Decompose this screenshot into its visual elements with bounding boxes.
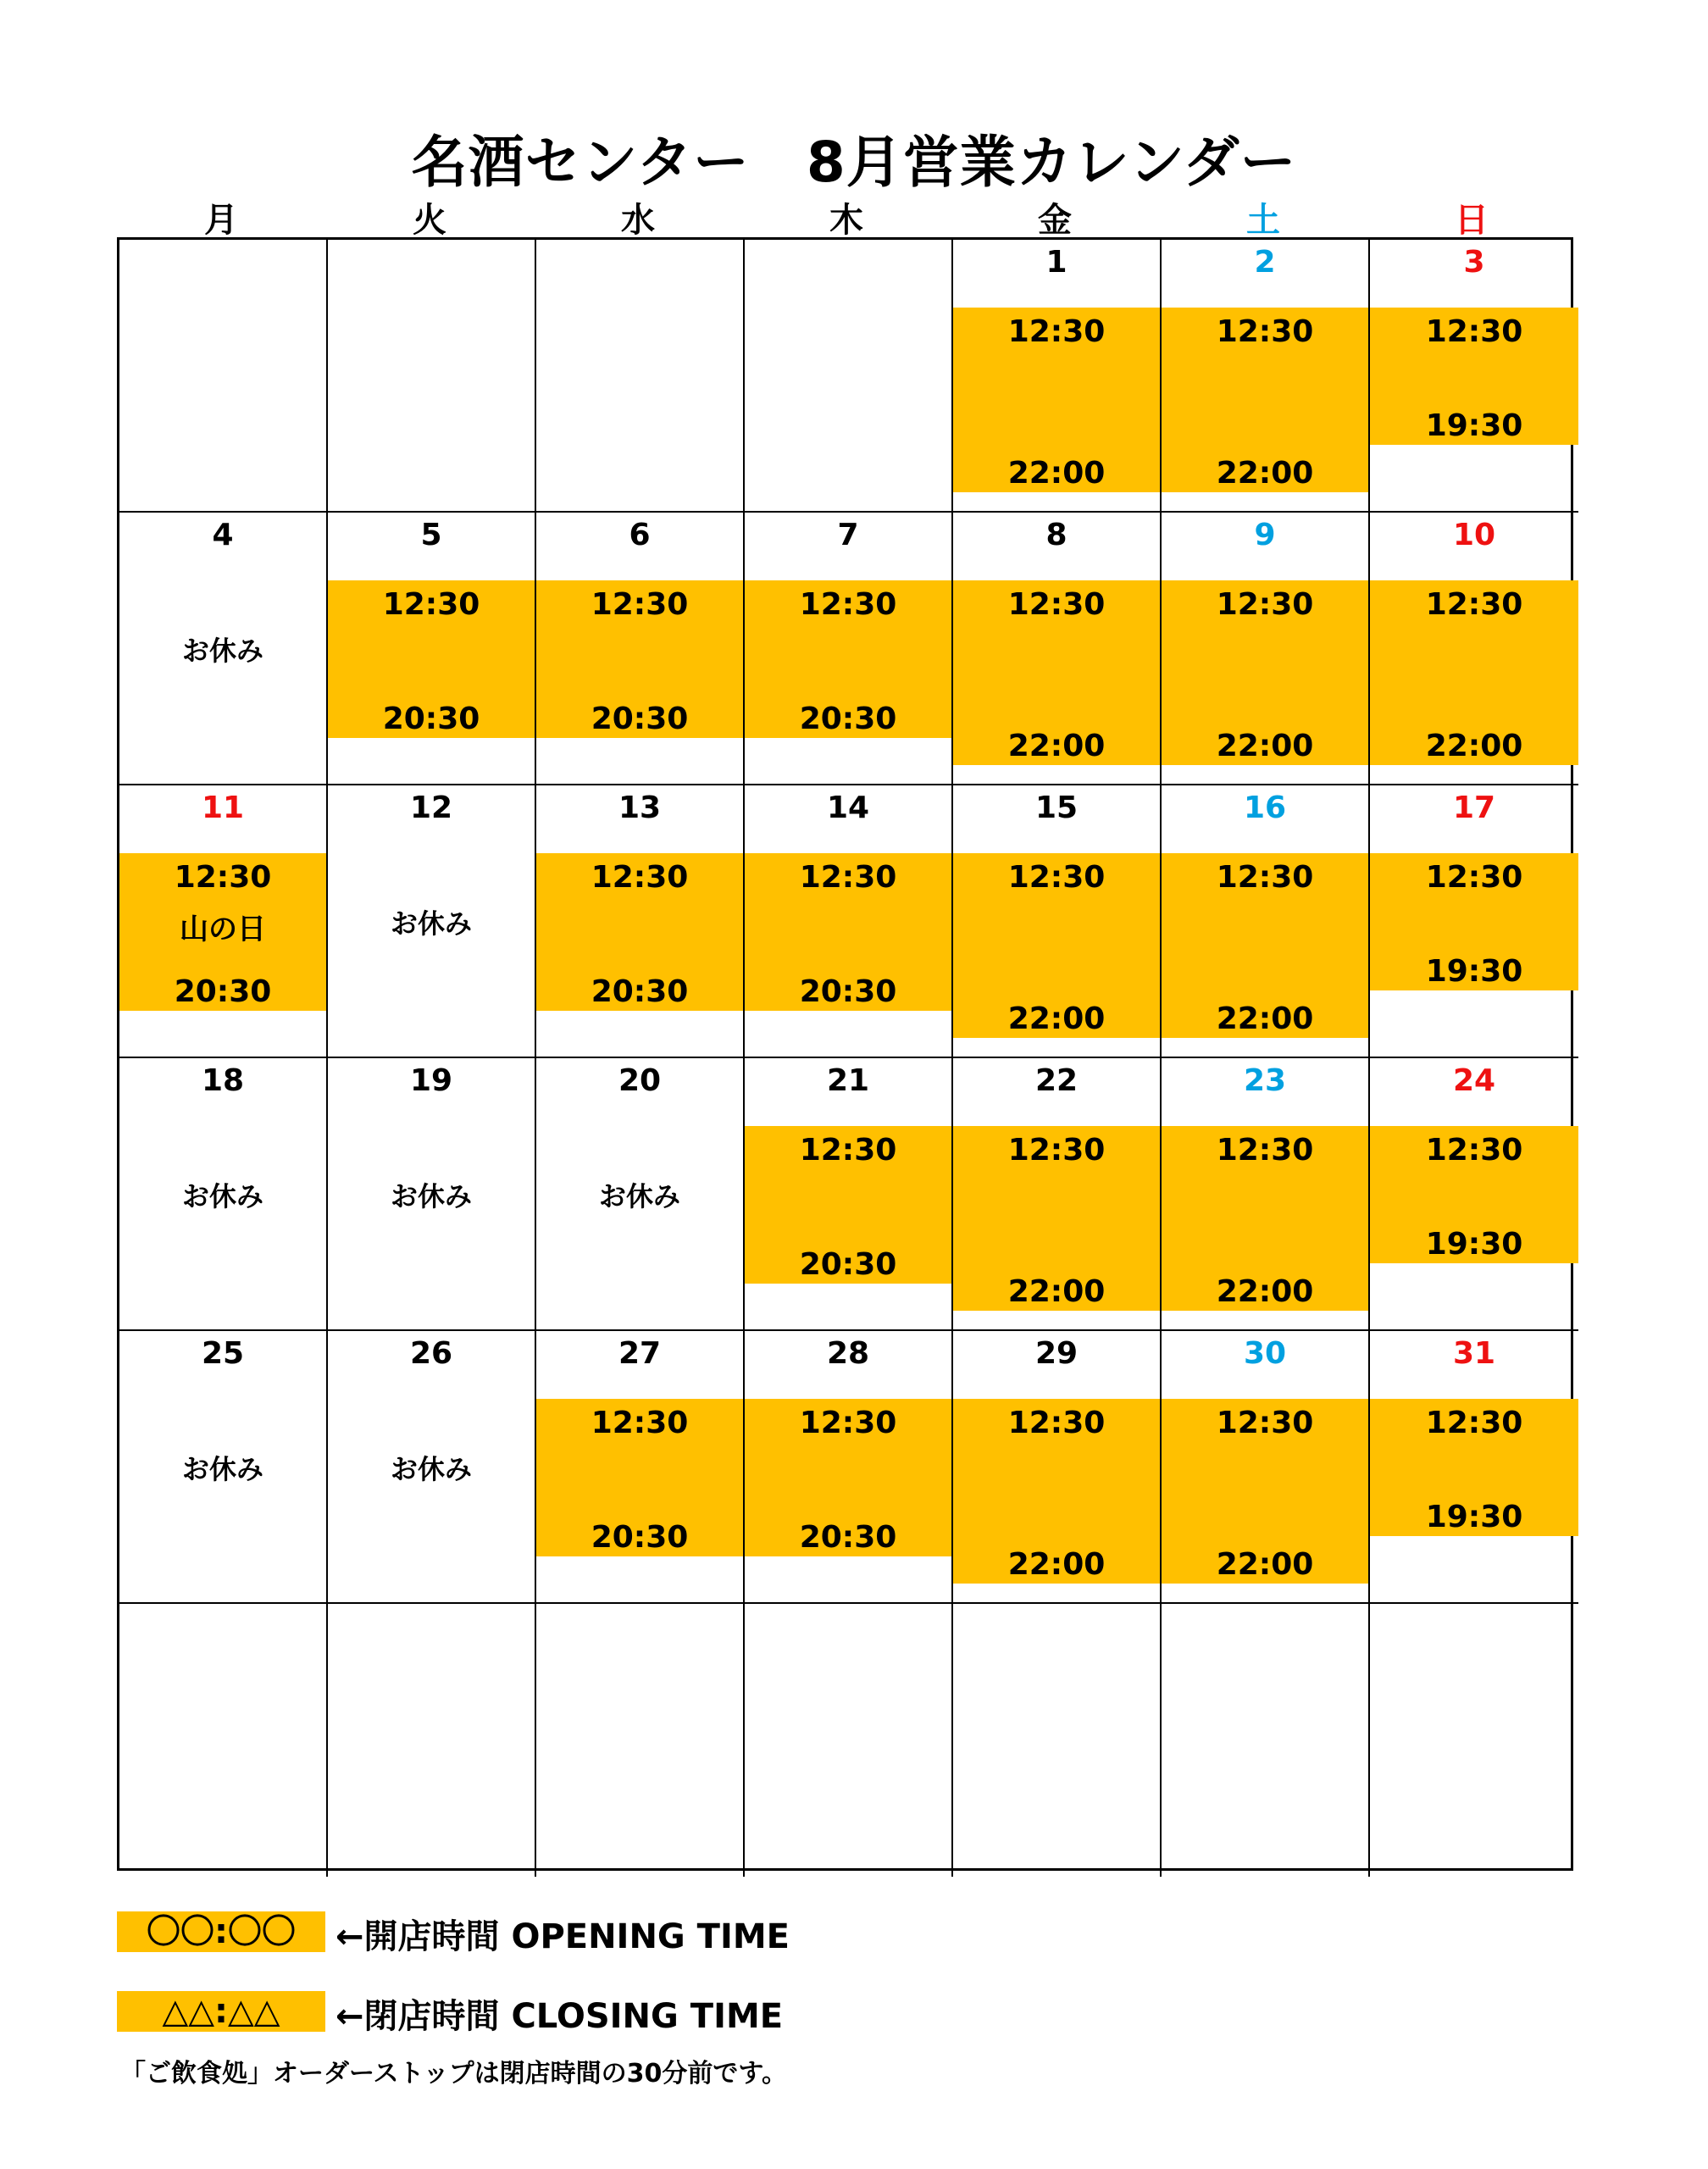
business-hours-block xyxy=(745,853,951,1011)
date-number: 15 xyxy=(1034,790,1079,825)
closing-time: 22:00 xyxy=(1425,729,1523,763)
calendar-grid xyxy=(117,237,1573,1871)
date-number: 13 xyxy=(618,790,662,825)
closing-time: 22:00 xyxy=(1216,1547,1314,1582)
date-number: 2 xyxy=(1254,245,1276,280)
business-hours-block xyxy=(953,853,1160,1038)
date-number: 28 xyxy=(826,1336,870,1371)
opening-time: 12:30 xyxy=(1216,1133,1314,1168)
closed-day-label: お休み xyxy=(181,1453,263,1485)
weekday-label: 水 xyxy=(621,201,655,240)
opening-time: 12:30 xyxy=(1425,1133,1523,1168)
closing-time: 20:30 xyxy=(799,974,897,1009)
calendar-empty-cell xyxy=(1370,1604,1578,1877)
calendar-day-cell xyxy=(953,513,1162,785)
closing-time: 22:00 xyxy=(1007,729,1106,763)
calendar-day-cell xyxy=(1162,785,1370,1058)
opening-time: 12:30 xyxy=(174,860,272,895)
calendar-day-cell xyxy=(953,240,1162,513)
opening-time: 12:30 xyxy=(799,1133,897,1168)
calendar-empty-cell xyxy=(1162,1604,1370,1877)
weekday-label: 日 xyxy=(1455,201,1489,240)
date-number: 5 xyxy=(420,518,442,552)
calendar-day-cell xyxy=(745,1331,953,1604)
date-number: 30 xyxy=(1243,1336,1287,1371)
date-number: 20 xyxy=(618,1063,662,1098)
calendar-empty-cell xyxy=(328,1604,536,1877)
calendar-day-cell xyxy=(119,785,328,1058)
closing-time: 19:30 xyxy=(1425,954,1523,989)
closing-time: 22:00 xyxy=(1216,456,1314,491)
business-hours-block xyxy=(745,1126,951,1284)
holiday-name: 山の日 xyxy=(180,913,266,946)
opening-time: 12:30 xyxy=(1216,587,1314,622)
calendar-day-cell xyxy=(1370,1331,1578,1604)
calendar-empty-cell xyxy=(745,240,953,513)
closed-day-label: お休み xyxy=(390,1453,472,1485)
closing-time: 20:30 xyxy=(174,974,272,1009)
closing-time: 22:00 xyxy=(1007,1274,1106,1309)
calendar-day-cell xyxy=(536,513,745,785)
business-hours-block xyxy=(1162,1126,1368,1311)
calendar-empty-cell xyxy=(953,1604,1162,1877)
opening-time: 12:30 xyxy=(799,587,897,622)
calendar-empty-cell xyxy=(328,240,536,513)
business-hours-block xyxy=(1162,1399,1368,1584)
calendar-day-cell xyxy=(1162,513,1370,785)
opening-time: 12:30 xyxy=(591,1406,689,1440)
calendar-empty-cell xyxy=(536,240,745,513)
closing-time: 19:30 xyxy=(1425,408,1523,443)
calendar-title: 名酒センター 8月営業カレンダー xyxy=(411,130,1297,195)
calendar-day-cell xyxy=(1370,785,1578,1058)
opening-time: 12:30 xyxy=(1007,1406,1106,1440)
business-hours-block xyxy=(1370,1399,1578,1536)
weekday-label: 月 xyxy=(204,201,238,240)
business-hours-block xyxy=(1370,580,1578,765)
calendar-day-cell xyxy=(328,1331,536,1604)
calendar-day-cell xyxy=(1370,513,1578,785)
date-number: 31 xyxy=(1452,1336,1496,1371)
calendar-day-cell xyxy=(119,513,328,785)
date-number: 26 xyxy=(409,1336,453,1371)
opening-time: 12:30 xyxy=(1216,314,1314,349)
business-hours-block xyxy=(1162,853,1368,1038)
date-number: 29 xyxy=(1034,1336,1079,1371)
date-number: 6 xyxy=(629,518,651,552)
calendar-day-cell xyxy=(1370,1058,1578,1331)
date-number: 3 xyxy=(1463,245,1485,280)
date-number: 18 xyxy=(201,1063,245,1098)
opening-time: 12:30 xyxy=(1425,1406,1523,1440)
opening-time: 12:30 xyxy=(1007,314,1106,349)
date-number: 10 xyxy=(1452,518,1496,552)
closing-time: 19:30 xyxy=(1425,1227,1523,1262)
closed-day-label: お休み xyxy=(181,635,263,667)
weekday-label: 金 xyxy=(1038,201,1072,240)
date-number: 22 xyxy=(1034,1063,1079,1098)
business-hours-block xyxy=(745,580,951,738)
business-hours-block xyxy=(953,1126,1160,1311)
closing-time: 20:30 xyxy=(591,702,689,736)
closing-time: 20:30 xyxy=(591,974,689,1009)
opening-time: 12:30 xyxy=(1425,587,1523,622)
date-number: 12 xyxy=(409,790,453,825)
closing-time: 22:00 xyxy=(1007,1547,1106,1582)
date-number: 23 xyxy=(1243,1063,1287,1098)
closed-day-label: お休み xyxy=(598,1180,680,1212)
legend-open-sample: 〇〇:〇〇 xyxy=(117,1911,325,1952)
calendar-day-cell xyxy=(119,1058,328,1331)
closing-time: 20:30 xyxy=(382,702,480,736)
date-number: 9 xyxy=(1254,518,1276,552)
closing-time: 22:00 xyxy=(1216,729,1314,763)
opening-time: 12:30 xyxy=(1007,587,1106,622)
business-hours-block xyxy=(536,580,743,738)
calendar-day-cell xyxy=(536,1331,745,1604)
calendar-day-cell xyxy=(1370,240,1578,513)
business-hours-block xyxy=(1162,580,1368,765)
closing-time: 20:30 xyxy=(799,702,897,736)
date-number: 16 xyxy=(1243,790,1287,825)
legend-open-label: ←開店時間 OPENING TIME xyxy=(336,1917,790,1956)
date-number: 8 xyxy=(1045,518,1068,552)
closing-time: 22:00 xyxy=(1007,456,1106,491)
weekday-label: 土 xyxy=(1246,201,1280,240)
date-number: 14 xyxy=(826,790,870,825)
calendar-day-cell xyxy=(745,1058,953,1331)
business-hours-block xyxy=(1370,308,1578,445)
business-hours-block xyxy=(1370,853,1578,990)
opening-time: 12:30 xyxy=(799,1406,897,1440)
business-hours-block xyxy=(953,1399,1160,1584)
opening-time: 12:30 xyxy=(591,860,689,895)
calendar-day-cell xyxy=(328,785,536,1058)
closing-time: 19:30 xyxy=(1425,1500,1523,1534)
calendar-day-cell xyxy=(536,1058,745,1331)
calendar-day-cell xyxy=(953,1058,1162,1331)
legend-close-sample: △△:△△ xyxy=(117,1991,325,2032)
closed-day-label: お休み xyxy=(390,907,472,940)
opening-time: 12:30 xyxy=(382,587,480,622)
calendar-day-cell xyxy=(119,1331,328,1604)
closed-day-label: お休み xyxy=(181,1180,263,1212)
closing-time: 22:00 xyxy=(1216,1001,1314,1036)
date-number: 24 xyxy=(1452,1063,1496,1098)
opening-time: 12:30 xyxy=(1007,860,1106,895)
closing-time: 22:00 xyxy=(1007,1001,1106,1036)
closing-time: 20:30 xyxy=(799,1247,897,1282)
opening-time: 12:30 xyxy=(1425,314,1523,349)
calendar-day-cell xyxy=(953,1331,1162,1604)
calendar-empty-cell xyxy=(536,1604,745,1877)
date-number: 7 xyxy=(837,518,859,552)
weekday-label: 木 xyxy=(829,201,863,240)
date-number: 1 xyxy=(1045,245,1068,280)
calendar-day-cell xyxy=(536,785,745,1058)
business-hours-block xyxy=(953,580,1160,765)
closed-day-label: お休み xyxy=(390,1180,472,1212)
calendar-day-cell xyxy=(1162,1058,1370,1331)
opening-time: 12:30 xyxy=(1216,860,1314,895)
date-number: 21 xyxy=(826,1063,870,1098)
calendar-day-cell xyxy=(1162,1331,1370,1604)
calendar-empty-cell xyxy=(119,240,328,513)
calendar-day-cell xyxy=(745,785,953,1058)
order-stop-note: 「ご飲食処」オーダーストップは閉店時間の30分前です。 xyxy=(120,2059,787,2089)
business-hours-block xyxy=(536,853,743,1011)
calendar-day-cell xyxy=(328,1058,536,1331)
calendar-day-cell xyxy=(1162,240,1370,513)
business-hours-block xyxy=(536,1399,743,1556)
opening-time: 12:30 xyxy=(799,860,897,895)
business-hours-block xyxy=(1162,308,1368,492)
calendar-day-cell xyxy=(745,513,953,785)
calendar-empty-cell xyxy=(119,1604,328,1877)
date-number: 4 xyxy=(212,518,234,552)
closing-time: 22:00 xyxy=(1216,1274,1314,1309)
opening-time: 12:30 xyxy=(1216,1406,1314,1440)
opening-time: 12:30 xyxy=(1007,1133,1106,1168)
business-hours-block xyxy=(119,853,326,1011)
opening-time: 12:30 xyxy=(1425,860,1523,895)
calendar-day-cell xyxy=(953,785,1162,1058)
calendar-empty-cell xyxy=(745,1604,953,1877)
business-hours-block xyxy=(745,1399,951,1556)
weekday-label: 火 xyxy=(413,201,446,240)
business-hours-block xyxy=(328,580,535,738)
closing-time: 20:30 xyxy=(591,1520,689,1555)
closing-time: 20:30 xyxy=(799,1520,897,1555)
business-hours-block xyxy=(1370,1126,1578,1263)
date-number: 17 xyxy=(1452,790,1496,825)
date-number: 19 xyxy=(409,1063,453,1098)
date-number: 11 xyxy=(201,790,245,825)
date-number: 27 xyxy=(618,1336,662,1371)
legend-close-label: ←閉店時間 CLOSING TIME xyxy=(336,1997,784,2036)
calendar-day-cell xyxy=(328,513,536,785)
business-hours-block xyxy=(953,308,1160,492)
opening-time: 12:30 xyxy=(591,587,689,622)
date-number: 25 xyxy=(201,1336,245,1371)
